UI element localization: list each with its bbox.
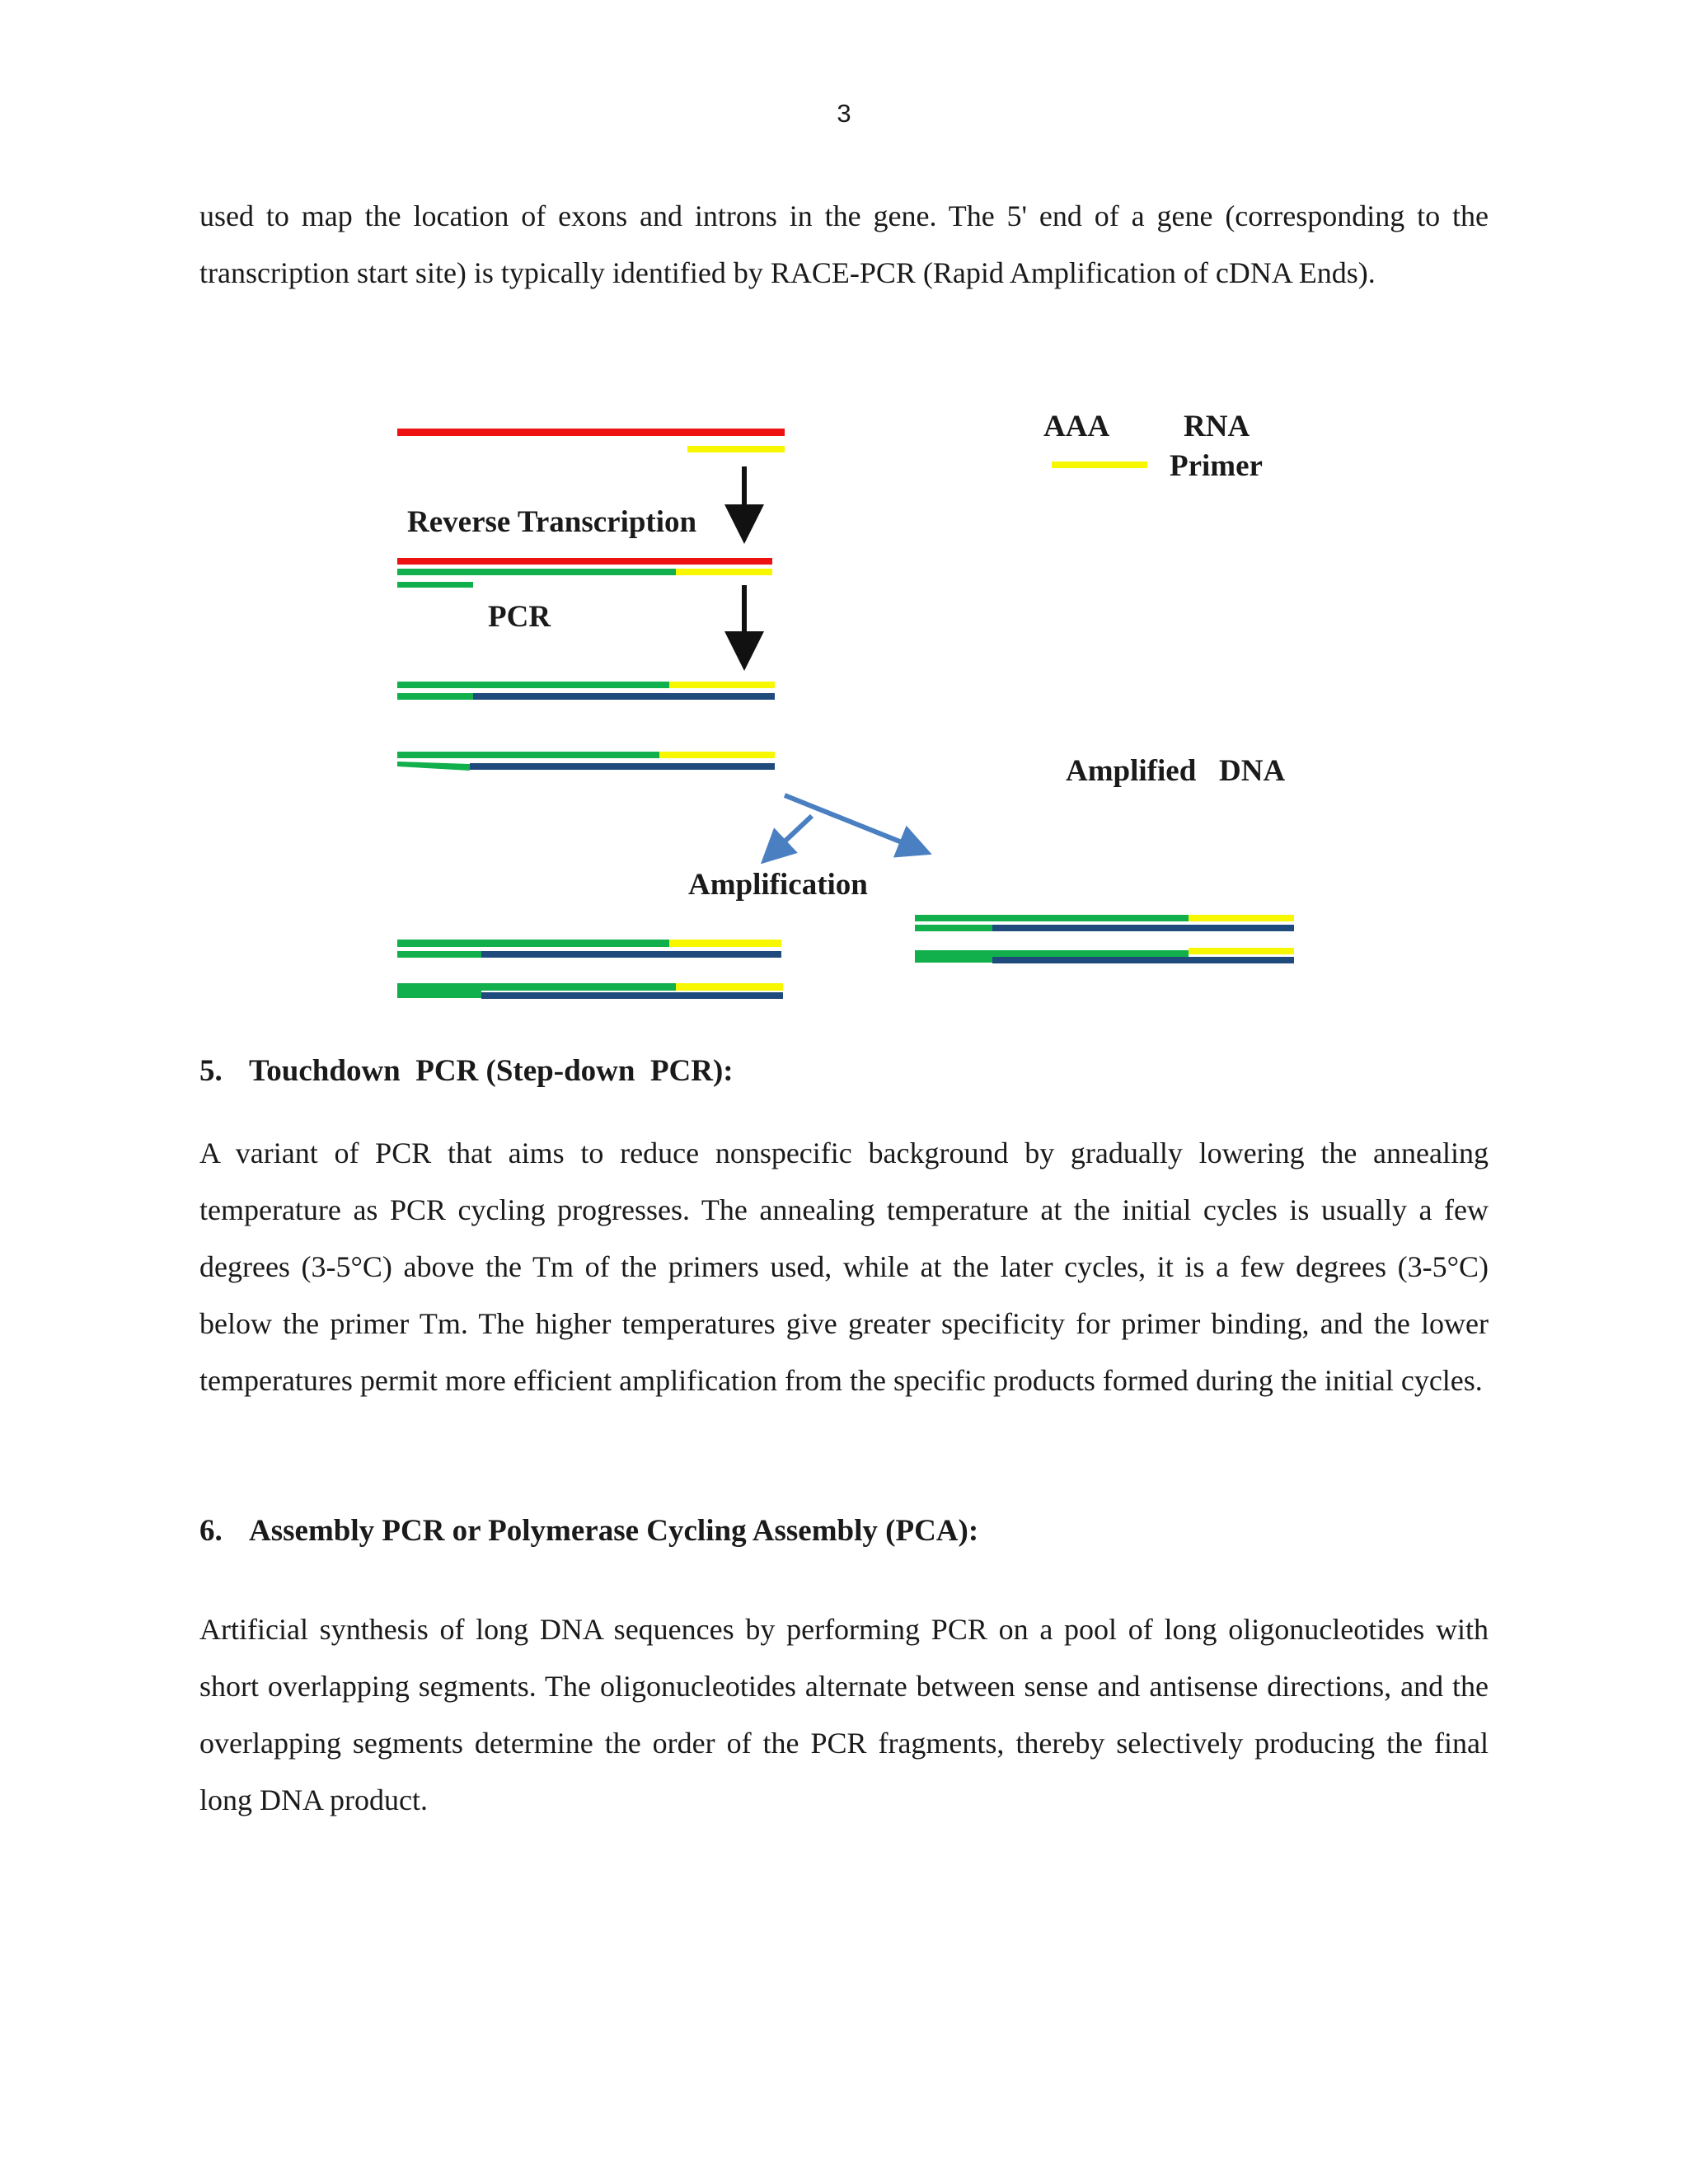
section-5-title: Touchdown PCR (Step-down PCR): <box>249 1054 734 1088</box>
amplification-arrow-left <box>771 816 812 854</box>
cdna-strand <box>397 569 676 575</box>
intro-paragraph: used to map the location of exons and introns in the gene. The 5' end of a gene (corresponding to the transcription start site) is typically identified by RACE-PCR (Rapid Amplification of cDNA Ends). <box>199 199 1489 289</box>
product2-top-green <box>397 983 676 991</box>
product3-bottom-green <box>915 925 992 931</box>
product2-top-yellow <box>676 983 783 991</box>
cdna-stub <box>397 582 473 588</box>
primer-strand <box>687 446 785 452</box>
product3-bottom-blue <box>992 925 1294 931</box>
product1-bottom-green <box>397 951 481 958</box>
section-6-number: 6. <box>199 1514 223 1548</box>
dsdna2-bottom-green <box>397 762 470 771</box>
section-6-title: Assembly PCR or Polymerase Cycling Assembly (PCA): <box>249 1514 979 1548</box>
dsdna-top-green <box>397 682 669 688</box>
dsdna-top-yellow <box>669 682 775 688</box>
product3-top-green <box>915 915 1189 921</box>
product3-top-yellow <box>1189 915 1294 921</box>
primer-strand-2 <box>676 569 772 575</box>
dsdna-bottom-green <box>397 693 473 700</box>
product2-bottom-blue <box>481 992 783 999</box>
dsdna-bottom-blue <box>473 693 775 700</box>
dsdna2-top-green <box>397 752 659 758</box>
amplification-label: Amplification <box>688 868 868 902</box>
product1-top-green <box>397 940 669 947</box>
reverse-transcription-label: Reverse Transcription <box>407 505 697 539</box>
mrna-strand <box>397 429 785 436</box>
mrna-strand-2 <box>397 558 772 565</box>
product4-top-yellow <box>1189 948 1294 954</box>
pcr-label: PCR <box>488 600 551 634</box>
dsdna2-top-yellow <box>659 752 775 758</box>
section-6-paragraph: Artificial synthesis of long DNA sequences by performing PCR on a pool of long oligonucleotides with short overlapping segments. The oligonucleotides alternate between sense and antisense directions, and the overlapping segments determine the order of the PCR fragments, thereby selectively producing the final long DNA product. <box>199 1613 1489 1816</box>
amplified-dna-label: Amplified DNA <box>1066 754 1286 788</box>
primer-label: Primer <box>1170 449 1263 483</box>
page-number: 3 <box>837 99 851 128</box>
rna-label: RNA <box>1184 410 1250 443</box>
section-5-paragraph: A variant of PCR that aims to reduce nonspecific background by gradually lowering the annealing temperature as PCR cycling progresses. The annealing temperature at the initial cycles is usually a few degrees (3-5°C) above the Tm of the primers used, while at the later cycles, it is a few degrees (3-5°C) below the primer Tm. The higher temperatures give greater specificity for primer binding, and the lower temperatures permit more efficient amplification from the specific products formed during the initial cycles. <box>199 1137 1489 1397</box>
product1-top-yellow <box>669 940 781 947</box>
dsdna2-bottom-blue <box>470 763 775 770</box>
product4-bottom-blue <box>992 957 1294 963</box>
aaa-label: AAA <box>1043 410 1110 443</box>
section-5-number: 5. <box>199 1054 223 1088</box>
product1-bottom-blue <box>481 951 781 958</box>
product2-bottom-green <box>397 991 481 998</box>
section-5-heading <box>199 1053 734 1089</box>
section-6-heading <box>199 1513 978 1549</box>
race-pcr-diagram <box>0 396 1688 1005</box>
product4-bottom-green <box>915 956 992 963</box>
